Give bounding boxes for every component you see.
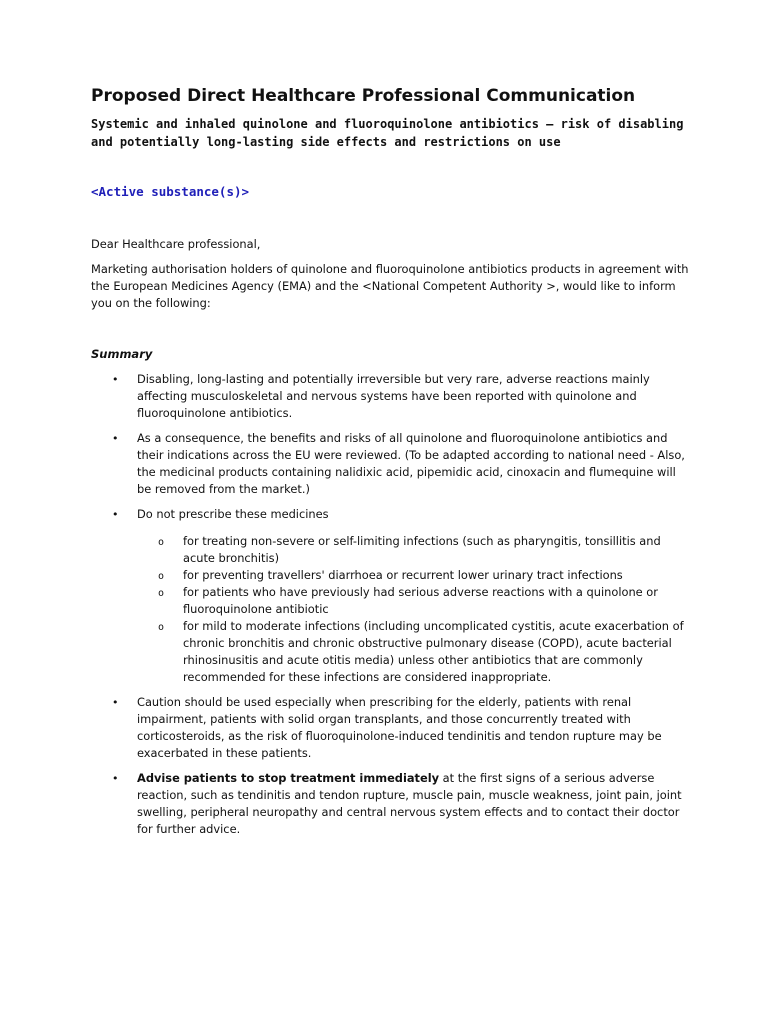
sub-list <box>137 533 691 686</box>
intro-paragraph: Marketing authorisation holders of quinolone and fluoroquinolone antibiotics products in agreement with the European Medicines Agency (EMA) and the <National Competent Authority >, would like to inform you on the following: <box>91 262 689 310</box>
sub-list-item-text: for patients who have previously had serious adverse reactions with a quinolone or fluoroquinolone antibiotic <box>183 585 658 616</box>
bullet-icon: • <box>112 432 119 445</box>
list-item-text: Do not prescribe these medicines <box>137 507 329 521</box>
sub-list-item <box>137 584 691 618</box>
document-subtitle: Systemic and inhaled quinolone and fluoroquinolone antibiotics – risk of disabling and potentially long-lasting side effects and restrictions on use <box>91 117 684 149</box>
summary-heading: Summary <box>91 347 153 361</box>
list-item-text: Caution should be used especially when prescribing for the elderly, patients with renal impairment, patients with solid organ transplants, and those concurrently treated with corticosteroids, as the risk of fluoroquinolone-induced tendinitis and tendon rupture may be exacerbated in these patients. <box>137 695 662 760</box>
sub-list-item-text: for mild to moderate infections (including uncomplicated cystitis, acute exacerbation of chronic bronchitis and chronic obstructive pulmonary disease (COPD), acute bacterial rhinosinusitis and acute otitis media) unless other antibiotics that are commonly recommended for these infections are considered inappropriate. <box>183 619 684 684</box>
list-item <box>91 694 691 762</box>
circle-bullet-icon: o <box>158 537 165 548</box>
sub-list-item-text: for treating non-severe or self-limiting infections (such as pharyngitis, tonsillitis and acute bronchitis) <box>183 534 661 565</box>
circle-bullet-icon: o <box>158 622 165 633</box>
list-item <box>91 371 691 422</box>
document-title: Proposed Direct Healthcare Professional Communication <box>91 86 636 106</box>
list-item-text: at the first signs of a serious adverse reaction, such as tendinitis and tendon rupture, muscle pain, muscle weakness, joint pain, joint swelling, peripheral neuropathy and central nervous system effects and to contact their doctor for further advice. <box>137 771 682 836</box>
sub-list-item <box>137 618 691 686</box>
greeting: Dear Healthcare professional, <box>91 237 261 251</box>
active-substance-placeholder: <Active substance(s)> <box>91 184 250 199</box>
list-item <box>91 430 691 498</box>
sub-list-item <box>137 567 691 584</box>
list-item-emphasis: Advise patients to stop treatment immediately <box>137 771 440 785</box>
bullet-icon: • <box>112 772 119 785</box>
sub-list-item <box>137 533 691 567</box>
circle-bullet-icon: o <box>158 588 165 599</box>
bullet-icon: • <box>112 696 119 709</box>
bullet-icon: • <box>112 508 119 521</box>
list-item <box>91 770 691 838</box>
list-item-text: Disabling, long-lasting and potentially irreversible but very rare, adverse reactions mainly affecting musculoskeletal and nervous systems have been reported with quinolone and fluoroquinolone antibiotics. <box>137 372 650 420</box>
bullet-icon: • <box>112 373 119 386</box>
list-item <box>91 506 691 686</box>
sub-list-item-text: for preventing travellers' diarrhoea or recurrent lower urinary tract infections <box>183 568 623 582</box>
list-item-text: As a consequence, the benefits and risks of all quinolone and fluoroquinolone antibiotics and their indications across the EU were reviewed. (To be adapted according to national need - Also, the medicinal products containing nalidixic acid, pipemidic acid, cinoxacin and flumequine will be removed from the market.) <box>137 431 685 496</box>
circle-bullet-icon: o <box>158 571 165 582</box>
summary-list <box>91 371 691 846</box>
